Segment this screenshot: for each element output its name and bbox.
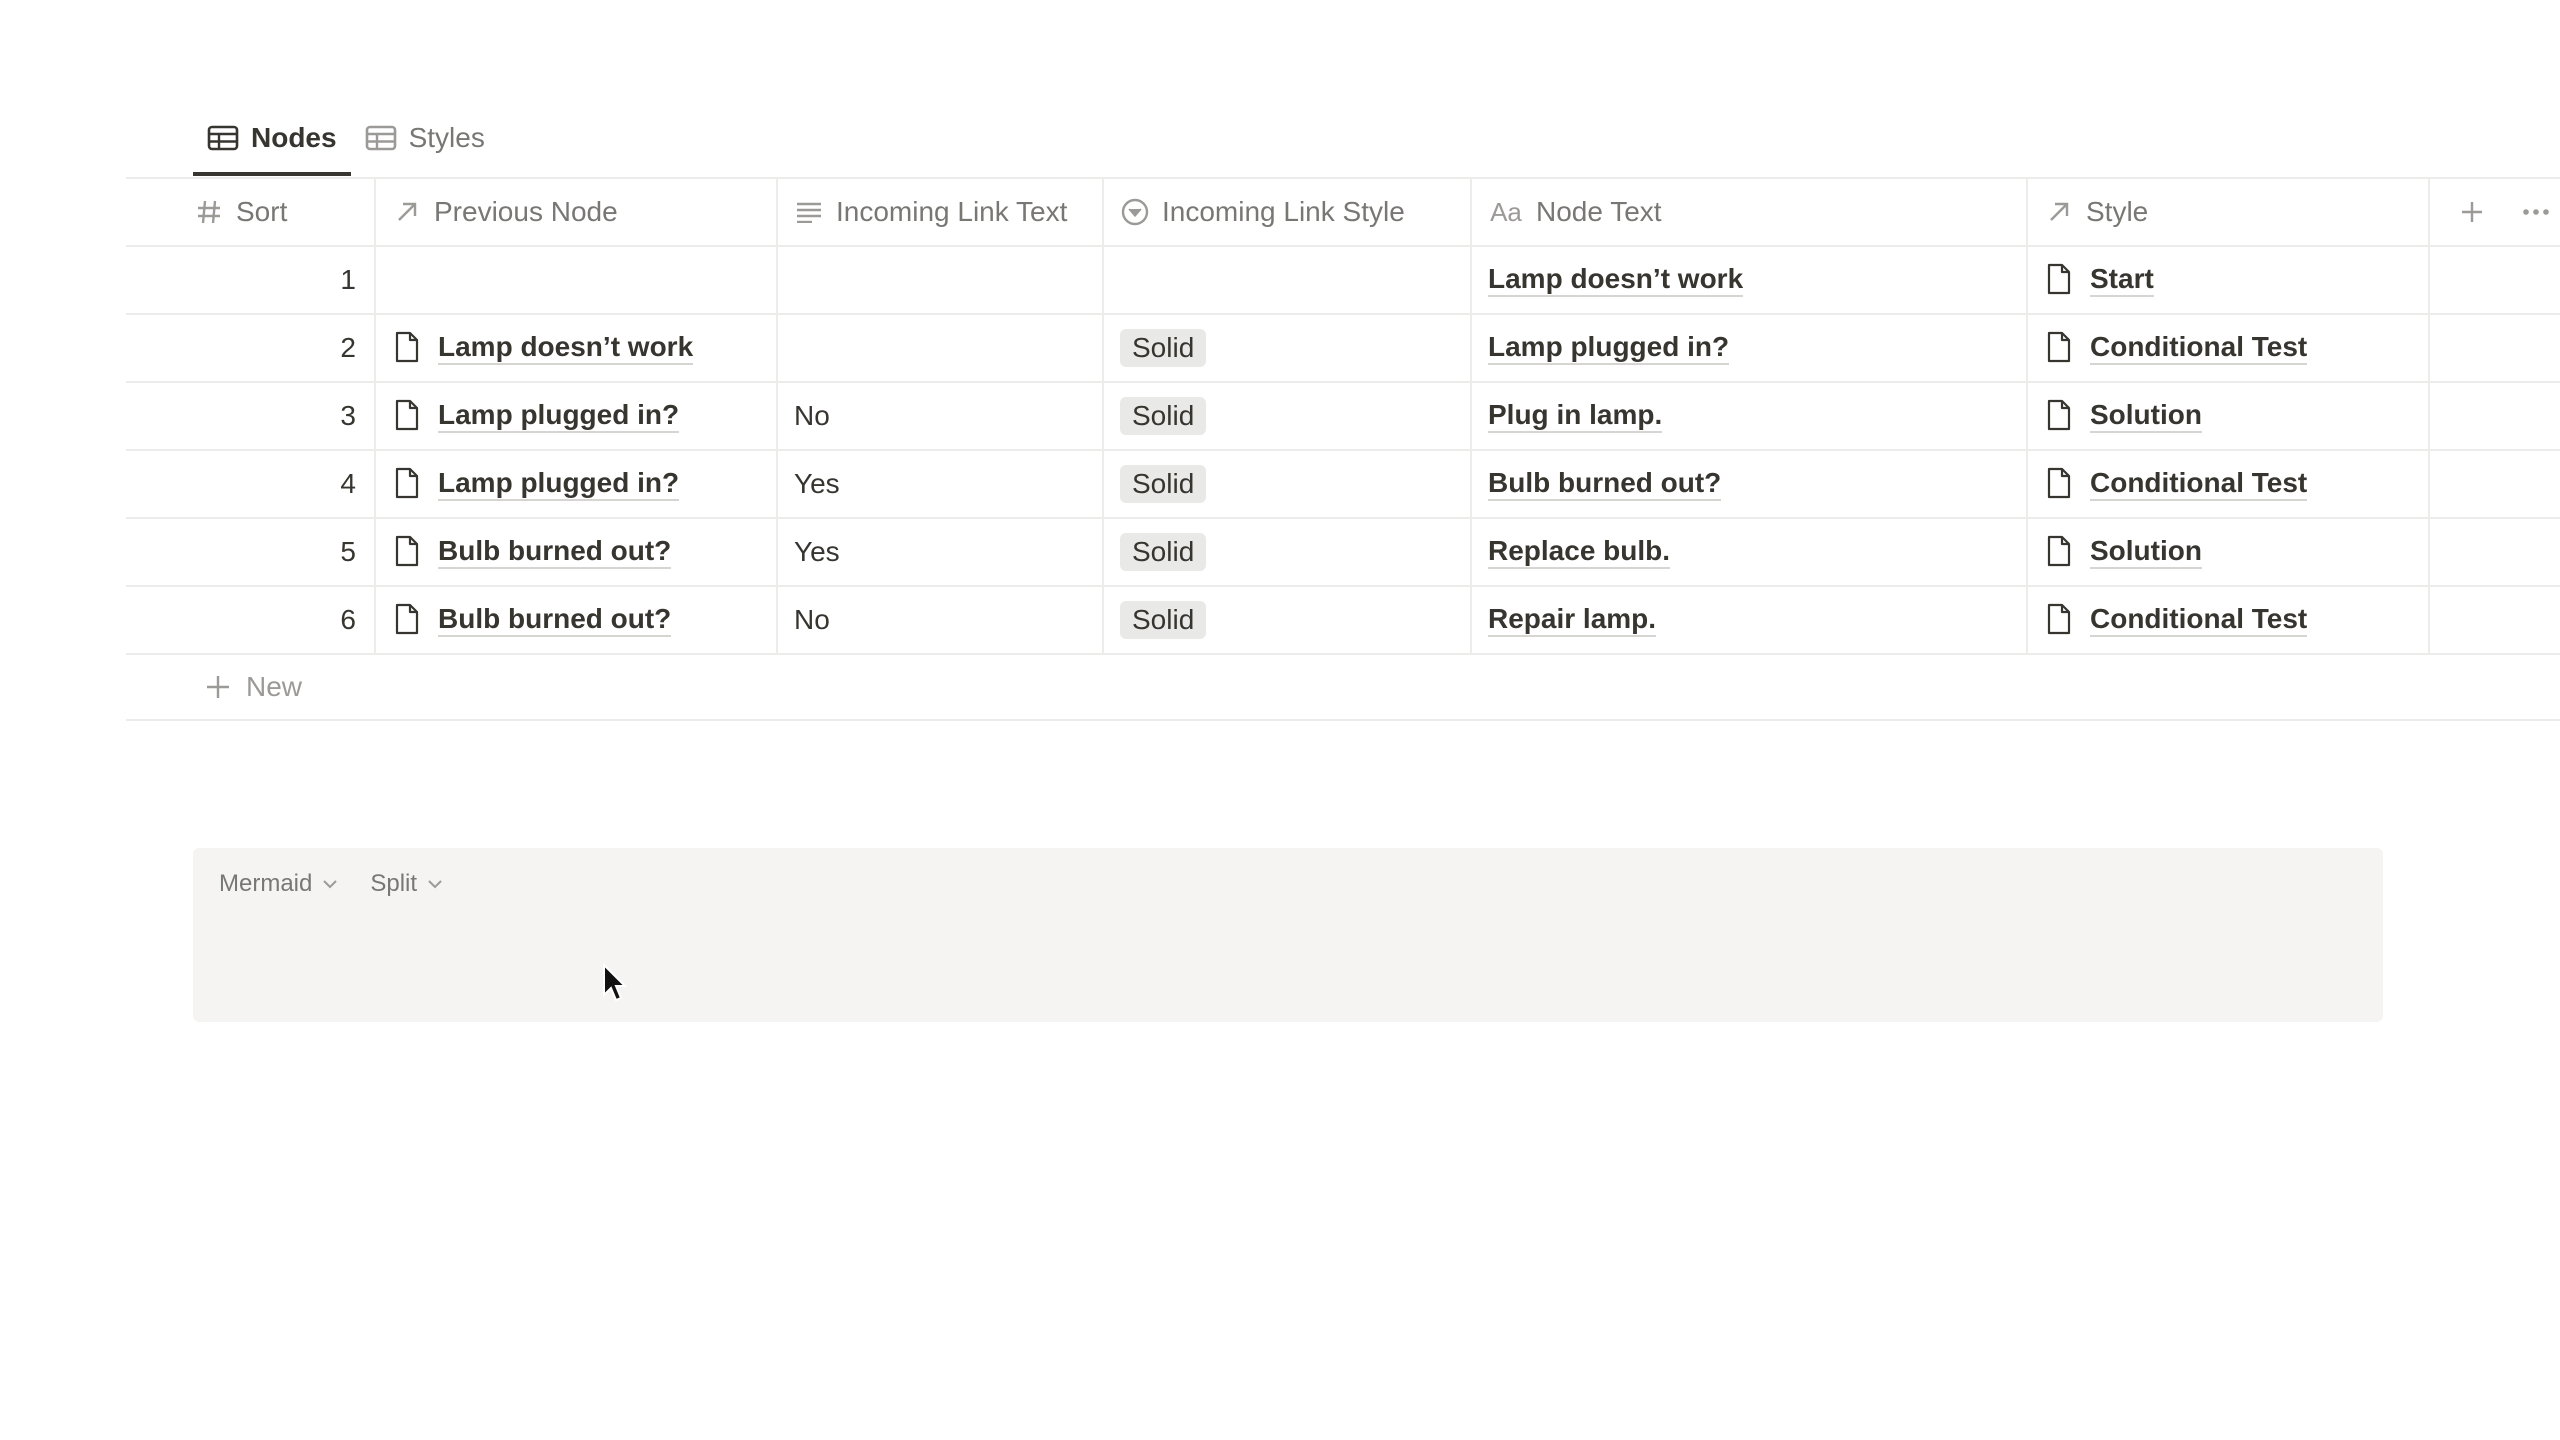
incoming-link-style-cell[interactable] [1104, 451, 1472, 517]
previous-node-cell[interactable] [376, 315, 778, 381]
select-tag: Solid [1120, 533, 1206, 571]
node-text-link[interactable]: Repair lamp. [1488, 603, 1656, 637]
page-icon [394, 535, 424, 569]
node-text-cell[interactable] [1472, 247, 2028, 313]
column-header-label: Incoming Link Text [836, 196, 1068, 227]
previous-node-cell[interactable] [376, 247, 778, 313]
column-header-label: Incoming Link Style [1162, 196, 1405, 227]
relation-arrow-icon [392, 197, 422, 227]
new-row [126, 653, 2560, 721]
node-text-cell[interactable] [1472, 519, 2028, 585]
page-icon [2046, 467, 2076, 501]
previous-node-link[interactable]: Lamp plugged in? [438, 467, 679, 501]
tab-nodes[interactable] [193, 100, 351, 176]
code-block[interactable] [193, 848, 2383, 1022]
previous-node-link[interactable]: Bulb burned out? [438, 535, 671, 569]
incoming-link-text-value: No [794, 400, 830, 431]
sort-value: 2 [340, 332, 356, 363]
node-text-cell[interactable] [1472, 315, 2028, 381]
node-text-cell[interactable] [1472, 383, 2028, 449]
style-cell[interactable] [2028, 587, 2430, 653]
tab-styles[interactable] [351, 100, 499, 176]
style-cell[interactable] [2028, 247, 2430, 313]
page-icon [394, 399, 424, 433]
select-tag: Solid [1120, 329, 1206, 367]
table-header [126, 177, 2560, 245]
incoming-link-text-value: Yes [794, 536, 840, 567]
language-label: Mermaid [219, 870, 313, 897]
column-actions [2430, 179, 2560, 245]
node-text-cell[interactable] [1472, 587, 2028, 653]
new-row-label: New [246, 671, 303, 702]
page-icon [2046, 399, 2076, 433]
page-icon [394, 331, 424, 365]
column-header-incoming-link-text[interactable] [778, 179, 1104, 245]
sort-cell[interactable] [126, 383, 376, 449]
view-tabs [193, 100, 499, 178]
column-header-label: Style [2086, 196, 2149, 227]
page-icon [394, 603, 424, 637]
sort-value: 1 [340, 264, 356, 295]
column-header-style[interactable] [2028, 179, 2430, 245]
sort-cell[interactable] [126, 247, 376, 313]
incoming-link-text-cell[interactable] [778, 383, 1104, 449]
table-row [126, 585, 2560, 653]
chevron-down-icon [425, 874, 445, 894]
style-cell[interactable] [2028, 315, 2430, 381]
incoming-link-text-value: No [794, 604, 830, 635]
table-row [126, 381, 2560, 449]
node-text-link[interactable]: Bulb burned out? [1488, 467, 1721, 501]
select-tag: Solid [1120, 601, 1206, 639]
column-header-sort[interactable] [126, 179, 376, 245]
previous-node-cell[interactable] [376, 383, 778, 449]
incoming-link-text-value: Yes [794, 468, 840, 499]
column-header-incoming-link-style[interactable] [1104, 179, 1472, 245]
table-row [126, 245, 2560, 313]
style-cell[interactable] [2028, 519, 2430, 585]
table-icon [365, 124, 397, 152]
sort-value: 6 [340, 604, 356, 635]
view-mode-dropdown[interactable] [370, 870, 445, 898]
text-lines-icon [794, 197, 824, 227]
previous-node-cell[interactable] [376, 587, 778, 653]
row-spacer-cell [2430, 315, 2560, 381]
incoming-link-style-cell[interactable] [1104, 315, 1472, 381]
style-link[interactable]: Start [2090, 263, 2154, 297]
table-row [126, 313, 2560, 381]
incoming-link-text-cell[interactable] [778, 519, 1104, 585]
select-tag: Solid [1120, 465, 1206, 503]
select-tag: Solid [1120, 397, 1206, 435]
page-icon [2046, 535, 2076, 569]
page-icon [2046, 603, 2076, 637]
chevron-down-icon [320, 874, 340, 894]
style-cell[interactable] [2028, 383, 2430, 449]
column-header-previous-node[interactable] [376, 179, 778, 245]
style-link[interactable]: Conditional Test [2090, 467, 2307, 501]
previous-node-cell[interactable] [376, 519, 778, 585]
table-icon [207, 124, 239, 152]
tab-label: Styles [408, 122, 485, 153]
column-header-label: Previous Node [434, 196, 618, 227]
node-text-cell[interactable] [1472, 451, 2028, 517]
view-mode-label: Split [370, 870, 418, 897]
title-aa-icon: Aa [1490, 196, 1522, 227]
incoming-link-style-cell[interactable] [1104, 587, 1472, 653]
add-property-button[interactable] [2450, 190, 2494, 234]
sort-cell[interactable] [126, 587, 376, 653]
table-row [126, 449, 2560, 517]
more-options-button[interactable] [2514, 190, 2558, 234]
row-spacer-cell [2430, 247, 2560, 313]
incoming-link-style-cell[interactable] [1104, 383, 1472, 449]
page-icon [2046, 331, 2076, 365]
previous-node-link[interactable]: Lamp plugged in? [438, 399, 679, 433]
column-header-node-text[interactable] [1472, 179, 2028, 245]
plus-icon [204, 673, 232, 701]
node-text-link[interactable]: Replace bulb. [1488, 535, 1670, 569]
sort-value: 5 [340, 536, 356, 567]
previous-node-cell[interactable] [376, 451, 778, 517]
row-spacer-cell [2430, 587, 2560, 653]
style-link[interactable]: Conditional Test [2090, 603, 2307, 637]
sort-value: 4 [340, 468, 356, 499]
incoming-link-text-cell[interactable] [778, 587, 1104, 653]
style-link[interactable]: Solution [2090, 535, 2202, 569]
language-dropdown[interactable] [219, 870, 340, 898]
incoming-link-style-cell[interactable] [1104, 519, 1472, 585]
incoming-link-style-cell[interactable] [1104, 247, 1472, 313]
incoming-link-text-cell[interactable] [778, 247, 1104, 313]
style-link[interactable]: Solution [2090, 399, 2202, 433]
incoming-link-text-cell[interactable] [778, 315, 1104, 381]
previous-node-link[interactable]: Lamp doesn’t work [438, 331, 693, 365]
node-text-link[interactable]: Lamp plugged in? [1488, 331, 1729, 365]
row-spacer-cell [2430, 519, 2560, 585]
sort-cell[interactable] [126, 315, 376, 381]
tab-label: Nodes [251, 122, 337, 153]
column-header-label: Node Text [1536, 196, 1662, 227]
style-link[interactable]: Conditional Test [2090, 331, 2307, 365]
previous-node-link[interactable]: Bulb burned out? [438, 603, 671, 637]
page-icon [394, 467, 424, 501]
style-cell[interactable] [2028, 451, 2430, 517]
column-header-label: Sort [236, 196, 288, 227]
row-spacer-cell [2430, 451, 2560, 517]
mouse-cursor-icon [602, 963, 628, 1003]
hash-icon [194, 197, 224, 227]
code-block-controls [219, 870, 475, 898]
select-circle-icon [1120, 197, 1150, 227]
table-row [126, 517, 2560, 585]
sort-value: 3 [340, 400, 356, 431]
sort-cell[interactable] [126, 519, 376, 585]
database-table [126, 177, 2560, 721]
incoming-link-text-cell[interactable] [778, 451, 1104, 517]
node-text-link[interactable]: Lamp doesn’t work [1488, 263, 1743, 297]
page-icon [2046, 263, 2076, 297]
relation-arrow-icon [2044, 197, 2074, 227]
sort-cell[interactable] [126, 451, 376, 517]
node-text-link[interactable]: Plug in lamp. [1488, 399, 1662, 433]
row-spacer-cell [2430, 383, 2560, 449]
new-row-button[interactable] [204, 671, 302, 703]
